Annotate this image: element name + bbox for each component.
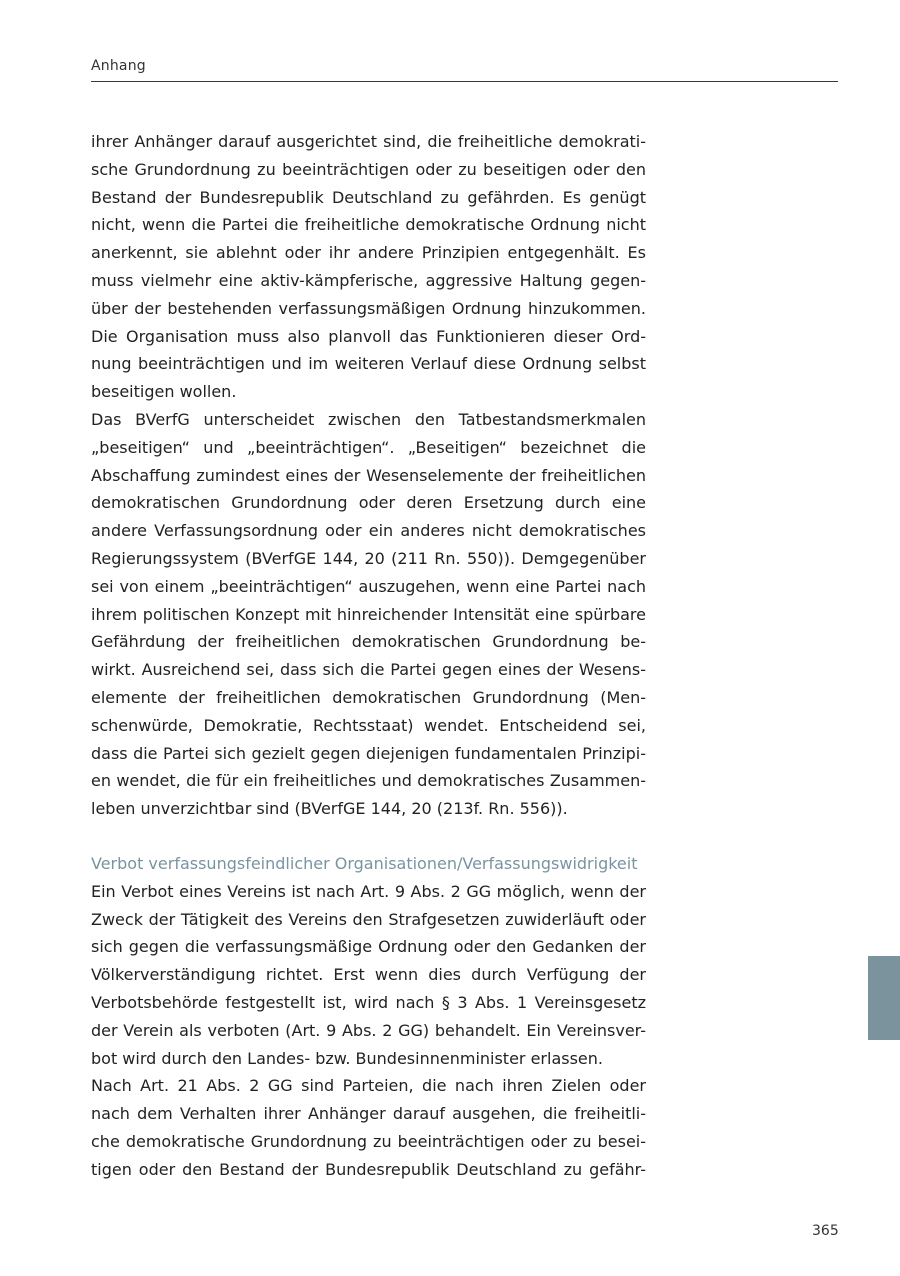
text-line: Verbotsbehörde festgestellt ist, wird nach § 3 Abs. 1 Vereinsgesetz bbox=[91, 992, 646, 1012]
text-line: sei von einem „beeinträchtigen“ auszugehen, wenn eine Partei nach bbox=[91, 576, 646, 596]
text-line: Bestand der Bundesrepublik Deutschland zu gefährden. Es genügt bbox=[91, 187, 646, 207]
text-line: andere Verfassungsordnung oder ein anderes nicht demokratisches bbox=[91, 521, 646, 541]
text-line: sich gegen die verfassungsmäßige Ordnung oder den Gedanken der bbox=[91, 937, 646, 957]
text-line: nicht, wenn die Partei die freiheitliche demokratische Ordnung nicht bbox=[91, 215, 646, 235]
text-line: Ein Verbot eines Vereins ist nach Art. 9 Abs. 2 GG möglich, wenn der bbox=[91, 881, 646, 901]
text-line: Die Organisation muss also planvoll das Funktionieren dieser Ord- bbox=[91, 326, 646, 346]
paragraph bbox=[91, 1072, 646, 1183]
section-heading: Verbot verfassungsfeindlicher Organisationen/Verfassungswidrigkeit bbox=[91, 853, 638, 873]
text-line: Das BVerfG unterscheidet zwischen den Tatbestandsmerkmalen bbox=[91, 409, 646, 429]
header-rule bbox=[91, 81, 838, 82]
paragraph bbox=[91, 406, 646, 823]
text-line: elemente der freiheitlichen demokratischen Grundordnung (Men- bbox=[91, 687, 646, 707]
text-line: Völkerverständigung richtet. Erst wenn dies durch Verfügung der bbox=[91, 965, 646, 985]
text-line: en wendet, die für ein freiheitliches und demokratisches Zusammen- bbox=[91, 771, 646, 791]
text-line: über der bestehenden verfassungsmäßigen Ordnung hinzukommen. bbox=[91, 298, 646, 318]
text-line: demokratischen Grundordnung oder deren Ersetzung durch eine bbox=[91, 493, 646, 513]
text-line: Regierungssystem (BVerfGE 144, 20 (211 Rn. 550)). Demgegenüber bbox=[91, 548, 646, 568]
text-line: Zweck der Tätigkeit des Vereins den Strafgesetzen zuwiderläuft oder bbox=[91, 909, 646, 929]
text-line: Gefährdung der freiheitlichen demokratischen Grundordnung be- bbox=[91, 632, 646, 652]
text-line: leben unverzichtbar sind (BVerfGE 144, 20 (213f. Rn. 556)). bbox=[91, 799, 568, 819]
text-line: nung beeinträchtigen und im weiteren Verlauf diese Ordnung selbst bbox=[91, 354, 646, 374]
text-line: Abschaffung zumindest eines der Wesenselemente der freiheitlichen bbox=[91, 465, 646, 485]
paragraph bbox=[91, 128, 646, 406]
body-text bbox=[91, 128, 646, 1183]
section-spacer bbox=[91, 823, 646, 850]
text-line: der Verein als verboten (Art. 9 Abs. 2 GG) behandelt. Ein Vereinsver- bbox=[91, 1020, 646, 1040]
text-line: dass die Partei sich gezielt gegen diejenigen fundamentalen Prinzipi- bbox=[91, 743, 646, 763]
text-line: wirkt. Ausreichend sei, dass sich die Partei gegen eines der Wesens- bbox=[91, 660, 646, 680]
chapter-thumb-tab bbox=[868, 956, 900, 1040]
text-line: che demokratische Grundordnung zu beeinträchtigen oder zu besei- bbox=[91, 1131, 646, 1151]
paragraph bbox=[91, 878, 646, 1073]
text-line: ihrer Anhänger darauf ausgerichtet sind, die freiheitliche demokrati- bbox=[91, 132, 646, 151]
text-line: muss vielmehr eine aktiv-kämpferische, aggressive Haltung gegen- bbox=[91, 270, 646, 290]
text-line: „beseitigen“ und „beeinträchtigen“. „Beseitigen“ bezeichnet die bbox=[91, 437, 646, 457]
text-line: Nach Art. 21 Abs. 2 GG sind Parteien, die nach ihren Zielen oder bbox=[91, 1076, 646, 1096]
text-line: sche Grundordnung zu beeinträchtigen oder zu beseitigen oder den bbox=[91, 159, 646, 179]
text-line: tigen oder den Bestand der Bundesrepublik Deutschland zu gefähr- bbox=[91, 1159, 646, 1179]
text-line: schenwürde, Demokratie, Rechtsstaat) wendet. Entscheidend sei, bbox=[91, 715, 646, 735]
text-line: anerkennt, sie ablehnt oder ihr andere Prinzipien entgegenhält. Es bbox=[91, 243, 646, 263]
text-line: bot wird durch den Landes- bzw. Bundesinnenminister erlassen. bbox=[91, 1048, 603, 1068]
running-head: Anhang bbox=[91, 58, 146, 74]
text-line: ihrem politischen Konzept mit hinreichender Intensität eine spürbare bbox=[91, 604, 646, 624]
text-line: beseitigen wollen. bbox=[91, 382, 237, 402]
text-line: nach dem Verhalten ihrer Anhänger darauf ausgehen, die freiheitli- bbox=[91, 1104, 646, 1124]
page-number: 365 bbox=[812, 1223, 839, 1239]
